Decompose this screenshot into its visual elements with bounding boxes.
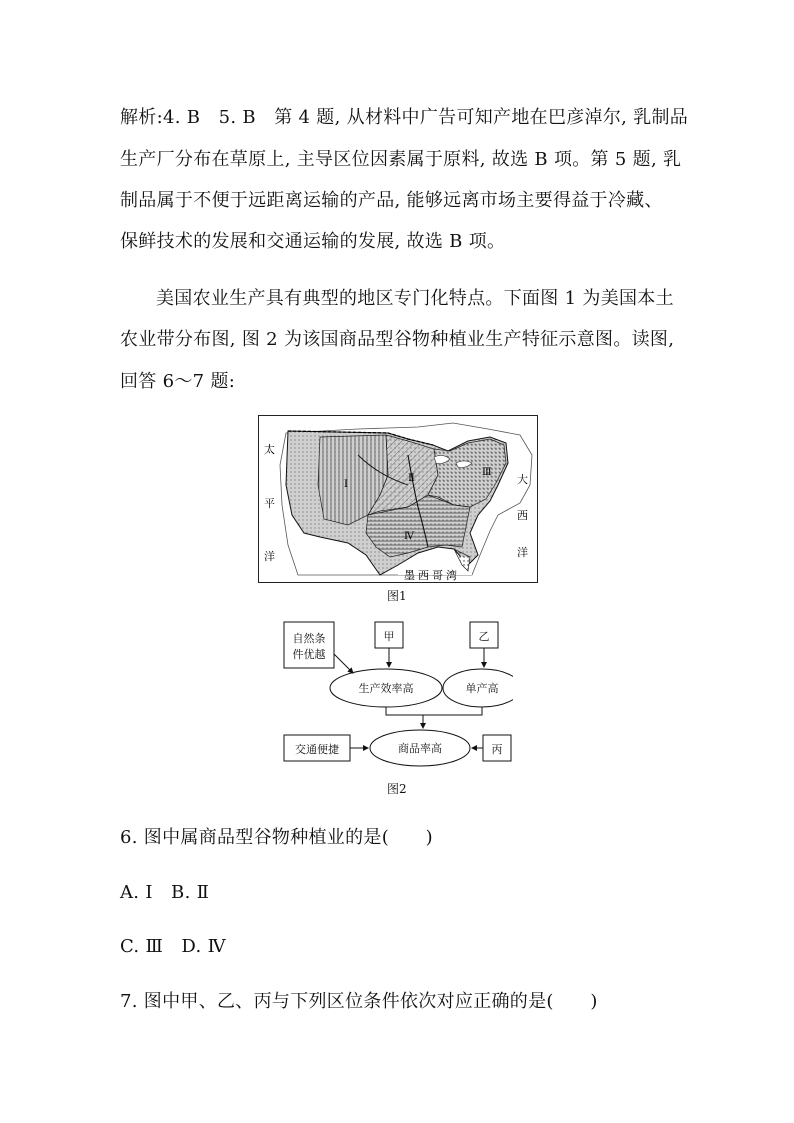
question-6-options-ab: A. Ⅰ B. Ⅱ bbox=[120, 882, 210, 903]
region-IV-label: Ⅳ bbox=[404, 531, 414, 542]
jia-box: 甲 bbox=[383, 630, 395, 643]
commodity-grain-diagram bbox=[283, 618, 513, 768]
analysis-line-3: 制品属于不便于远距离运输的产品, 能够远离市场主要得益于冷藏、 bbox=[120, 190, 663, 211]
intro-line-3: 回答 6～7 题: bbox=[120, 371, 236, 392]
analysis-line-1: 解析:4. B 5. B 第 4 题, 从材料中广告可知产地在巴彦淖尔, 乳制品 bbox=[120, 107, 689, 128]
region-III-label: Ⅲ bbox=[482, 467, 492, 478]
commodity-rate-ellipse: 商品率高 bbox=[398, 742, 442, 755]
natural-conditions-label-2: 件优越 bbox=[292, 648, 326, 661]
atlantic-label-2: 西 bbox=[517, 509, 528, 522]
analysis-line-2: 生产厂分布在草原上, 主导区位因素属于原料, 故选 B 项。第 5 题, 乳 bbox=[120, 149, 682, 170]
natural-conditions-label-1: 自然条 bbox=[292, 632, 326, 645]
efficiency-ellipse: 生产效率高 bbox=[358, 682, 414, 695]
question-6-options-cd: C. Ⅲ D. Ⅳ bbox=[120, 936, 226, 957]
atlantic-label-3: 洋 bbox=[517, 546, 528, 559]
region-II-label: Ⅱ bbox=[408, 473, 415, 484]
yield-ellipse: 单产高 bbox=[465, 682, 499, 695]
pacific-label-2: 平 bbox=[264, 497, 275, 510]
transport-box: 交通便捷 bbox=[295, 743, 339, 756]
pacific-label-1: 太 bbox=[264, 443, 275, 456]
figure-2-caption: 图2 bbox=[387, 782, 407, 796]
analysis-line-4: 保鲜技术的发展和交通运输的发展, 故选 B 项。 bbox=[120, 231, 506, 252]
yi-box: 乙 bbox=[478, 630, 490, 643]
intro-line-1: 美国农业生产具有典型的地区专门化特点。下面图 1 为美国本土 bbox=[156, 288, 674, 309]
figure-1-caption: 图1 bbox=[387, 589, 407, 603]
question-7: 7. 图中甲、乙、丙与下列区位条件依次对应正确的是( ) bbox=[120, 991, 598, 1012]
region-I-label: Ⅰ bbox=[344, 479, 348, 490]
question-6: 6. 图中属商品型谷物种植业的是( ) bbox=[120, 827, 433, 848]
intro-line-2: 农业带分布图, 图 2 为该国商品型谷物种植业生产特征示意图。读图, bbox=[120, 329, 675, 350]
atlantic-label-1: 大 bbox=[517, 473, 528, 486]
pacific-label-3: 洋 bbox=[264, 550, 275, 563]
us-agriculture-map bbox=[258, 415, 538, 583]
gulf-label: 墨西哥湾 bbox=[404, 569, 460, 582]
bing-box: 丙 bbox=[491, 743, 503, 756]
